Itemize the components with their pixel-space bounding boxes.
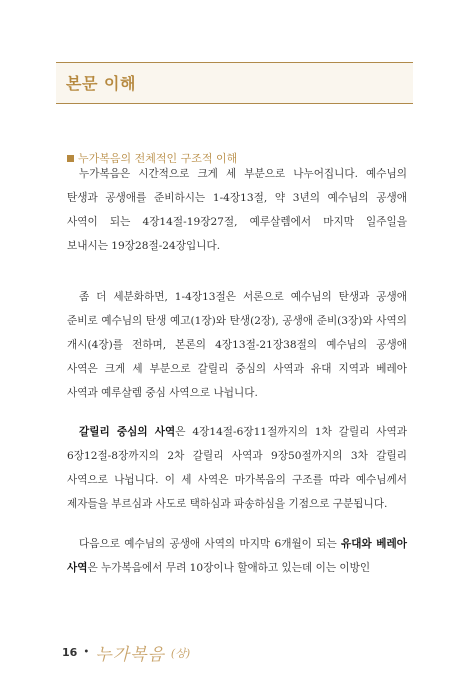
- page-footer: [62, 640, 190, 665]
- paragraph-3-bold: 갈릴리 중심의 사역: [79, 426, 176, 438]
- subheading-text: 누가복음의 전체적인 구조적 이해: [78, 152, 238, 165]
- square-bullet-icon: [67, 155, 74, 162]
- paragraph-2: [67, 285, 407, 405]
- paragraph-4-pre: 다음으로 예수님의 공생애 사역의 마지막 6개월이 되는: [79, 538, 341, 550]
- book-volume: (상): [170, 646, 191, 660]
- paragraph-4-bold: 유대와 베레아 사역: [67, 538, 408, 574]
- section-title: 본문 이해: [66, 74, 136, 93]
- paragraph-1-text: 누가복음은 시간적으로 크게 세 부분으로 나누어집니다. 예수님의 탄생과 공생애를 준비하시는 1-4장13절, 약 3년의 예수님의 공생애 사역이 되는 4장14절-19장27절, 예루살렘에서 마지막 일주일을 보내시는 19장28절-24장입니다.: [67, 168, 407, 252]
- paragraph-1: [67, 162, 407, 258]
- paragraph-4: [67, 532, 407, 580]
- page-number: 16: [62, 646, 78, 659]
- book-title: 누가복음: [95, 645, 165, 665]
- paragraph-3: [67, 420, 407, 516]
- paragraph-3-text: 은 4장14절-6장11절까지의 1차 갈릴리 사역과 6장12절-8장까지의 2차 갈릴리 사역과 9장50절까지의 3차 갈릴리 사역으로 나뉩니다. 이 세 사역은 마가복음의 구조를 따라 예수님께서 제자들을 부르심과 사도로 택하심과 파송하심을 기점으로 구분됩니다.: [67, 426, 407, 510]
- paragraph-2-text: 좀 더 세분화하면, 1-4장13절은 서론으로 예수님의 탄생과 공생애 준비로 예수님의 탄생 예고(1장)와 탄생(2장), 공생애 준비(3장)와 사역의 개시(4장)를 전하며, 본론의 4장13절-21장38절의 예수님의 공생애 사역은 크게 세 부분으로 갈릴리 중심의 사역과 유대 지역과 베레아 사역과 예루살렘 중심 사역으로 나뉩니다.: [67, 291, 407, 399]
- footer-bullet: •: [83, 647, 90, 658]
- paragraph-4-text: 은 누가복음에서 무려 10장이나 할애하고 있는데 이는 이방인: [87, 562, 371, 574]
